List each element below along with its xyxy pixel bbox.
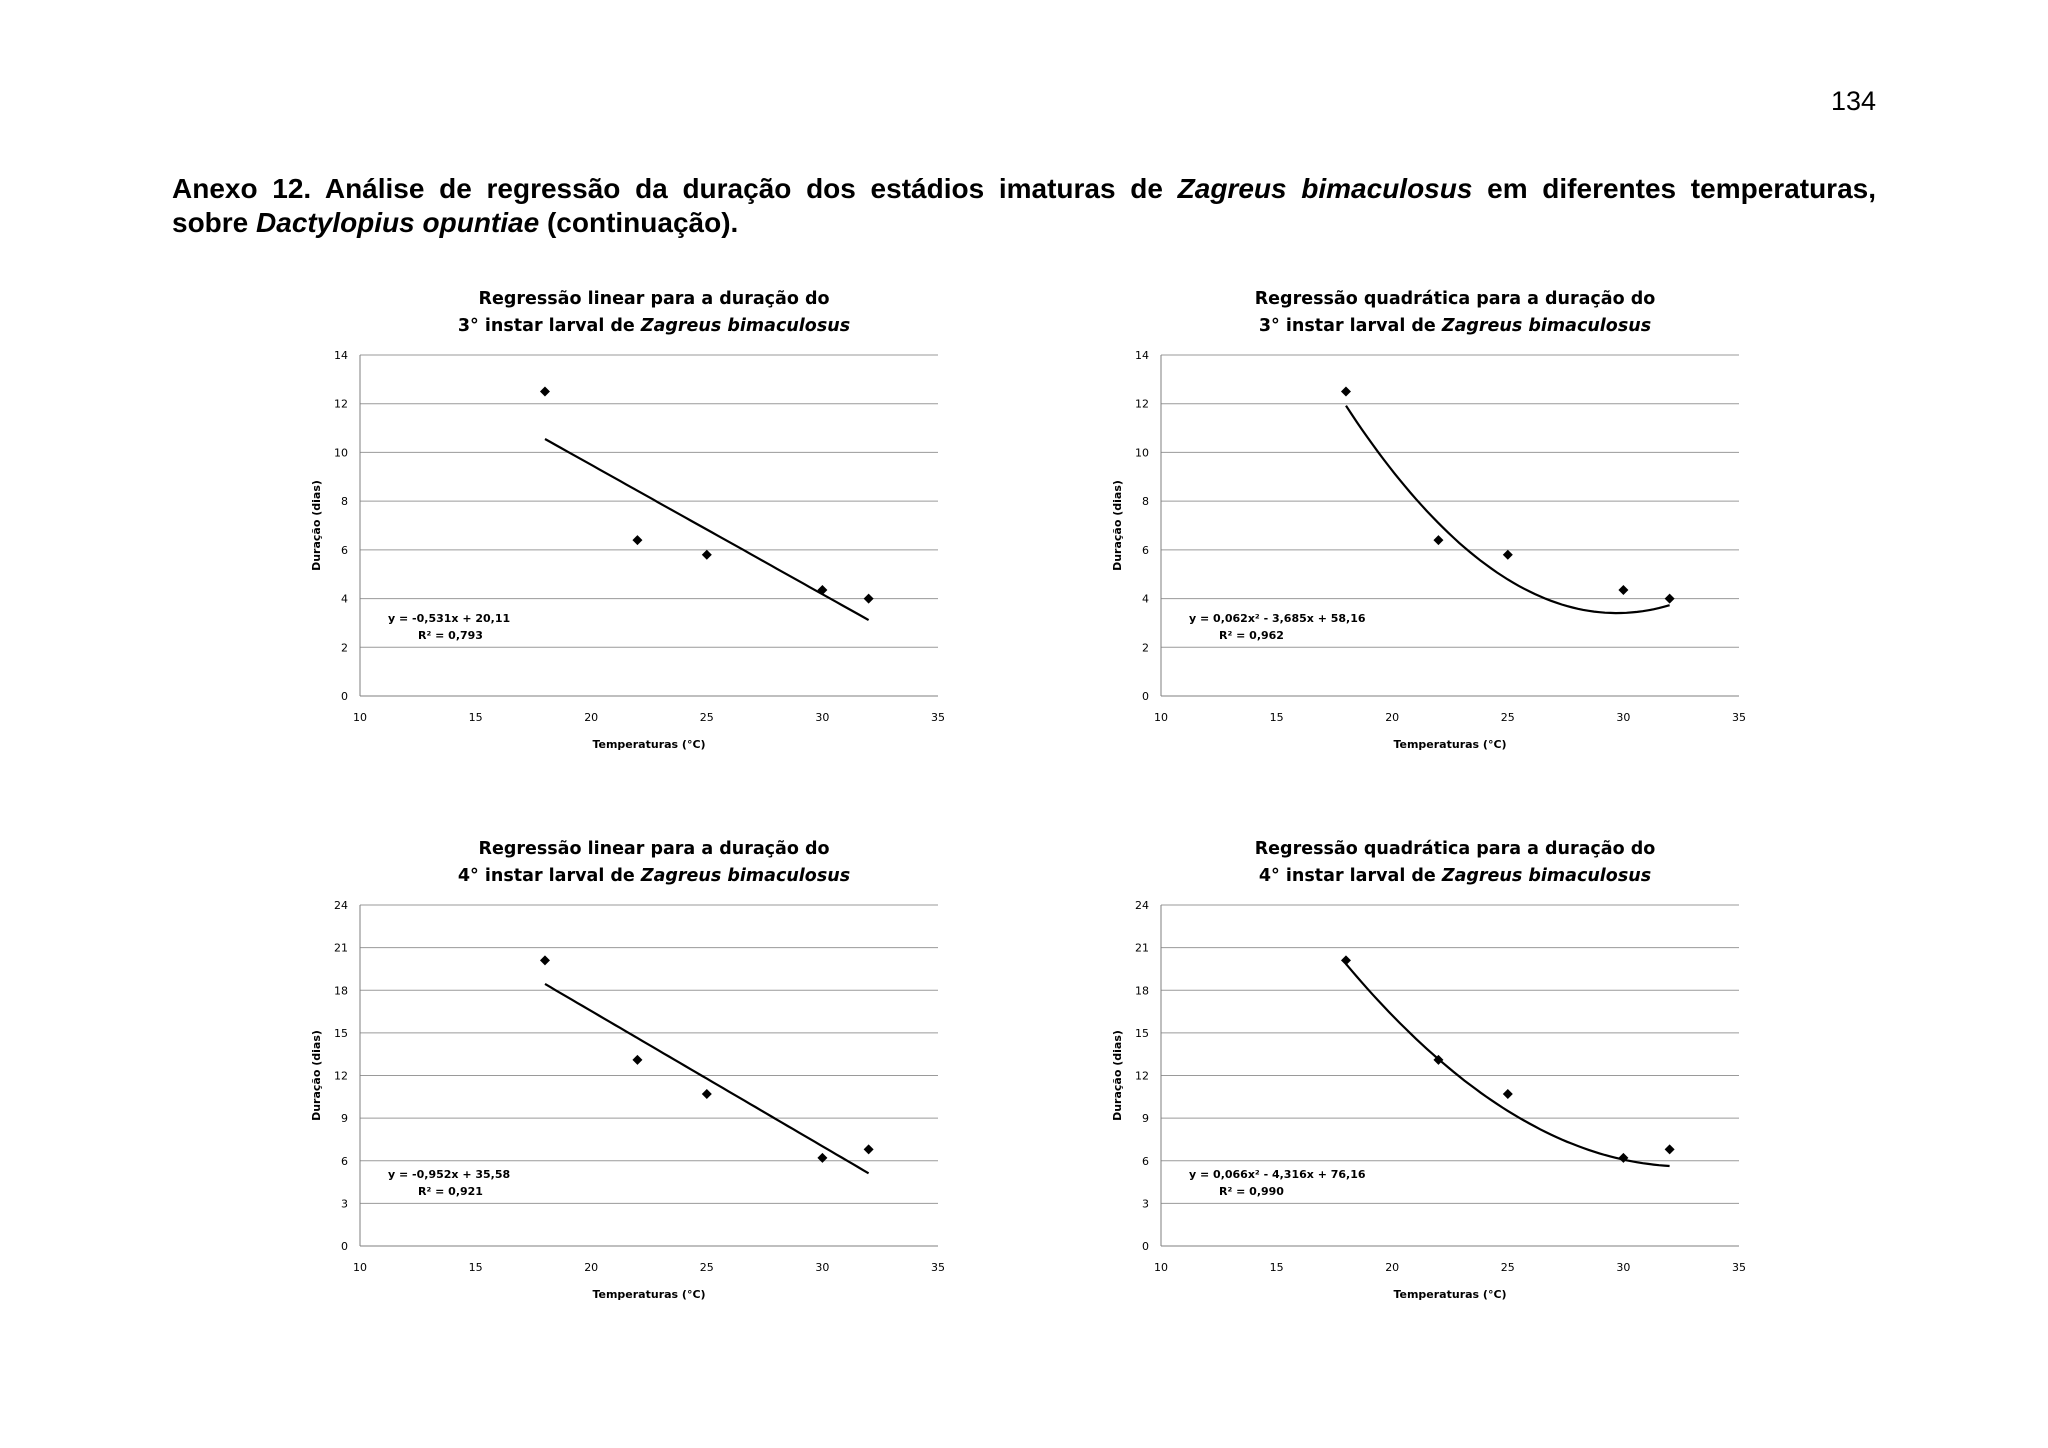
caption-text: em diferentes temperaturas,	[1472, 173, 1876, 204]
y-tick-label: 15	[334, 1026, 348, 1040]
trendline	[1346, 406, 1670, 613]
caption-line-2	[172, 206, 1876, 240]
y-tick-label: 12	[334, 1069, 348, 1083]
chart-title-line-1: Regressão linear para a duração do	[478, 839, 830, 859]
y-tick-label: 12	[334, 397, 348, 411]
chart-title-line-1: Regressão quadrática para a duração do	[1254, 289, 1656, 309]
x-axis-title: Temperaturas (°C)	[592, 1288, 706, 1301]
x-tick-label: 25	[1500, 711, 1515, 724]
y-tick-label: 6	[1142, 543, 1149, 557]
y-axis-title: Duração (dias)	[1111, 480, 1124, 571]
x-tick-label: 15	[468, 711, 483, 724]
caption-text: Anexo 12. Análise de regressão da duração dos estádios imaturas de	[172, 173, 1178, 204]
y-tick-label: 14	[1135, 349, 1149, 362]
data-point	[632, 1055, 642, 1065]
y-tick-label: 9	[341, 1112, 348, 1126]
y-tick-label: 21	[334, 941, 348, 955]
x-tick-label: 25	[699, 711, 714, 724]
chart-linear-3rd-instar	[300, 270, 1000, 790]
caption-line-1	[172, 172, 1876, 206]
x-tick-label: 10	[1154, 1261, 1168, 1274]
data-point	[1433, 535, 1443, 545]
chart-title-prefix: 4° instar larval de	[1258, 866, 1442, 886]
x-tick-label: 35	[1732, 1261, 1746, 1274]
caption-text: sobre	[172, 207, 257, 238]
y-tick-label: 12	[1135, 1069, 1149, 1083]
data-point	[1503, 1089, 1513, 1099]
chart-title-line-2	[458, 316, 850, 336]
data-point	[1341, 387, 1351, 397]
y-tick-label: 0	[341, 1240, 348, 1253]
data-point	[864, 594, 874, 604]
y-tick-label: 18	[334, 984, 348, 998]
y-tick-label: 24	[1135, 899, 1149, 912]
y-tick-label: 0	[341, 690, 348, 703]
regression-equation: y = 0,066x² - 4,316x + 76,16	[1189, 1168, 1366, 1181]
y-tick-label: 10	[334, 446, 348, 460]
data-point	[817, 585, 827, 595]
chart-title-species: Zagreus bimaculosus	[1441, 316, 1652, 336]
y-tick-label: 10	[1135, 446, 1149, 460]
x-tick-label: 20	[1385, 711, 1400, 724]
chart-svg	[300, 820, 1000, 1340]
chart-quadratic-4th-instar	[1101, 820, 1801, 1340]
x-tick-label: 15	[1269, 1261, 1284, 1274]
y-tick-label: 2	[1142, 641, 1149, 655]
chart-quadratic-3rd-instar	[1101, 270, 1801, 790]
y-tick-label: 0	[1142, 690, 1149, 703]
data-point	[1665, 594, 1675, 604]
x-tick-label: 25	[699, 1261, 714, 1274]
figure-caption	[172, 172, 1876, 240]
chart-svg	[1101, 270, 1801, 790]
x-tick-label: 20	[1385, 1261, 1400, 1274]
y-tick-label: 6	[1142, 1154, 1149, 1168]
trendline	[545, 984, 869, 1173]
y-tick-label: 4	[1142, 592, 1149, 606]
y-axis-title: Duração (dias)	[1111, 1030, 1124, 1121]
x-axis-title: Temperaturas (°C)	[1393, 1288, 1507, 1301]
x-tick-label: 30	[1616, 1261, 1631, 1274]
x-tick-label: 30	[815, 1261, 830, 1274]
x-tick-label: 15	[1269, 711, 1284, 724]
chart-title-species: Zagreus bimaculosus	[640, 866, 851, 886]
trendline	[545, 439, 869, 620]
r-squared-label: R² = 0,793	[418, 629, 483, 642]
x-tick-label: 30	[815, 711, 830, 724]
data-point	[632, 535, 642, 545]
x-tick-label: 30	[1616, 711, 1631, 724]
data-point	[702, 550, 712, 560]
regression-equation: y = 0,062x² - 3,685x + 58,16	[1189, 612, 1366, 625]
y-tick-label: 3	[1142, 1197, 1149, 1211]
chart-svg	[1101, 820, 1801, 1340]
x-tick-label: 35	[931, 1261, 945, 1274]
x-tick-label: 10	[353, 1261, 367, 1274]
data-point	[1503, 550, 1513, 560]
y-tick-label: 12	[1135, 397, 1149, 411]
caption-species: Dactylopius opuntiae	[256, 207, 540, 238]
chart-title-line-2	[1259, 316, 1651, 336]
y-tick-label: 4	[341, 592, 348, 606]
y-tick-label: 9	[1142, 1112, 1149, 1126]
chart-title-line-1: Regressão linear para a duração do	[478, 289, 830, 309]
y-tick-label: 15	[1135, 1026, 1149, 1040]
chart-title-prefix: 4° instar larval de	[457, 866, 641, 886]
x-tick-label: 10	[1154, 711, 1168, 724]
y-tick-label: 3	[341, 1197, 348, 1211]
x-tick-label: 35	[1732, 711, 1746, 724]
y-tick-label: 6	[341, 1154, 348, 1168]
data-point	[864, 1144, 874, 1154]
chart-title-line-2	[458, 866, 850, 886]
chart-title-line-1: Regressão quadrática para a duração do	[1254, 839, 1656, 859]
r-squared-label: R² = 0,962	[1219, 629, 1284, 642]
page-number: 134	[1830, 86, 1876, 116]
y-tick-label: 8	[1142, 495, 1149, 509]
chart-title-prefix: 3° instar larval de	[1258, 316, 1442, 336]
x-tick-label: 20	[584, 1261, 599, 1274]
x-tick-label: 15	[468, 1261, 483, 1274]
chart-svg	[300, 270, 1000, 790]
caption-species: Zagreus bimaculosus	[1177, 173, 1473, 204]
y-tick-label: 18	[1135, 984, 1149, 998]
chart-title-line-2	[1259, 866, 1651, 886]
regression-equation: y = -0,531x + 20,11	[388, 612, 511, 625]
x-axis-title: Temperaturas (°C)	[592, 738, 706, 751]
data-point	[1618, 585, 1628, 595]
data-point	[540, 387, 550, 397]
y-tick-label: 6	[341, 543, 348, 557]
data-point	[817, 1153, 827, 1163]
data-point	[540, 955, 550, 965]
chart-title-species: Zagreus bimaculosus	[640, 316, 851, 336]
y-tick-label: 14	[334, 349, 348, 362]
x-tick-label: 20	[584, 711, 599, 724]
y-tick-label: 21	[1135, 941, 1149, 955]
regression-equation: y = -0,952x + 35,58	[388, 1168, 511, 1181]
x-tick-label: 10	[353, 711, 367, 724]
x-axis-title: Temperaturas (°C)	[1393, 738, 1507, 751]
data-point	[702, 1089, 712, 1099]
chart-linear-4th-instar	[300, 820, 1000, 1340]
r-squared-label: R² = 0,921	[418, 1185, 483, 1198]
y-tick-label: 24	[334, 899, 348, 912]
y-axis-title: Duração (dias)	[310, 1030, 323, 1121]
y-axis-title: Duração (dias)	[310, 480, 323, 571]
y-tick-label: 0	[1142, 1240, 1149, 1253]
chart-title-prefix: 3° instar larval de	[457, 316, 641, 336]
caption-text: (continuação).	[539, 207, 739, 238]
y-tick-label: 2	[341, 641, 348, 655]
data-point	[1341, 955, 1351, 965]
x-tick-label: 25	[1500, 1261, 1515, 1274]
chart-title-species: Zagreus bimaculosus	[1441, 866, 1652, 886]
y-tick-label: 8	[341, 495, 348, 509]
r-squared-label: R² = 0,990	[1219, 1185, 1284, 1198]
data-point	[1665, 1144, 1675, 1154]
trendline	[1346, 964, 1670, 1166]
x-tick-label: 35	[931, 711, 945, 724]
